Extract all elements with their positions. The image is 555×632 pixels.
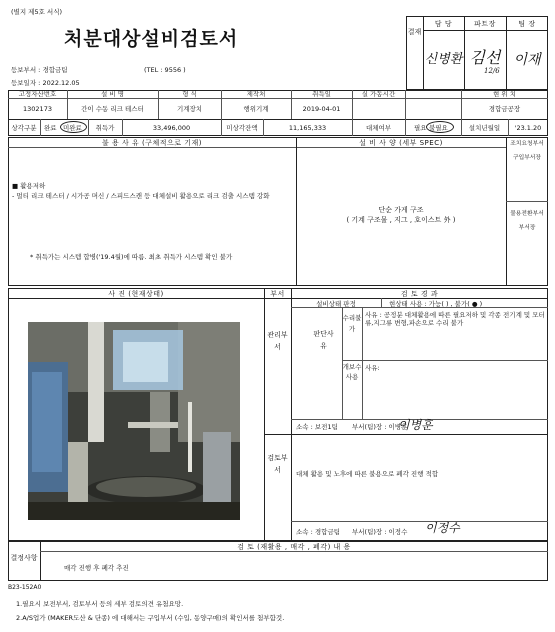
spec-line-1: 단순 가게 구조 xyxy=(378,206,424,214)
footer-code: B23-152A0 xyxy=(8,584,42,591)
reason-header: 불 용 사 유 (구체적으로 기재) xyxy=(102,139,202,147)
acquisition-value: 33,496,000 xyxy=(152,124,191,132)
purchasing-lead-label: 구입부서장 xyxy=(513,155,541,161)
repair-reason-text: 사유 : 공정분 대체활용에 따른 필요저하 및 각종 전기계 및 모터류,지그류 변형,파손으로 수리 불가 xyxy=(365,311,545,328)
asset-header-name: 설 비 명 xyxy=(101,90,124,98)
review-signature: 이정수 xyxy=(425,521,460,535)
staff-signature: 신병환 xyxy=(424,52,463,67)
requester-dept: 등보부서 : 경합금팀 xyxy=(11,66,68,74)
reason-bullet-detail: - 멀티 리크 테스터 / 시가공 머신 / 스피드스캔 등 대체설비 활용으로 리크 검출 시스템 강화 xyxy=(12,192,270,200)
requester-tel: (TEL : 9556 ) xyxy=(144,66,186,74)
depreciation-label: 상각구분 xyxy=(11,124,37,132)
mgmt-leader: 부서(팀)장 : 이병훈 xyxy=(352,423,408,431)
repair-impossible-label: 수리불가 xyxy=(342,314,362,333)
spec-header: 설 비 사 양 (세부 SPEC) xyxy=(359,139,443,147)
asset-location-value: 경합금공장 xyxy=(488,105,521,113)
equipment-photo xyxy=(28,322,240,520)
transfer-dept-label: 물용전환부서 xyxy=(510,211,544,217)
status-label: 설비상태 판정 xyxy=(316,300,356,308)
review-dept-label: 검토부서 xyxy=(267,454,288,474)
approval-header-staff: 담 당 xyxy=(434,20,453,28)
review-leader: 부서(팀)장 : 이정수 xyxy=(352,528,408,536)
asset-header-type: 형 식 xyxy=(182,90,197,98)
photo-header: 사 진 (현재상태) xyxy=(108,290,164,298)
review-text: 대체 활용 및 노후에 따른 불용으로 폐각 진행 적합 xyxy=(296,470,439,478)
partlead-signature: 김선 xyxy=(469,48,501,67)
asset-header-runtime: 실 가동시간 xyxy=(361,90,396,98)
requester-date: 등보일자 : 2022.12.05 xyxy=(11,79,80,87)
remaining-label: 미상각잔액 xyxy=(226,124,258,132)
asset-acquired-value: 2019-04-01 xyxy=(302,105,341,113)
asset-header-maker: 제작처 xyxy=(246,90,266,98)
asset-maker-value: 행위기계 xyxy=(243,105,269,113)
status-line: 현상태 사용 : 가능( ) , 불가( ● ) xyxy=(389,300,483,308)
reason-bullet-title: ■ 활용저하 xyxy=(12,182,46,190)
teamlead-signature: 이재 xyxy=(513,52,541,68)
partlead-signature-date: 12/6 xyxy=(484,67,500,75)
asset-header-acquired: 취득일 xyxy=(312,90,331,98)
asset-header-location: 현 위 치 xyxy=(493,90,516,98)
asset-type-value: 기계장치 xyxy=(176,105,203,113)
spec-line-2: ( 기계 구조물 , 지그 , 호이스트 外 ) xyxy=(346,216,456,224)
mgmt-signature: 이병훈 xyxy=(398,418,433,432)
asset-no-value: 1302173 xyxy=(23,105,52,113)
transfer-option-not-needed: 불필요 xyxy=(429,124,448,132)
asset-header-asset-no: 고정자산번호 xyxy=(18,90,57,98)
asset-name-value: 간이 수동 리크 테스터 xyxy=(81,105,144,113)
install-date-value: '23.1.20 xyxy=(514,124,542,132)
decision-header: 검 토 (재활용 , 매각 , 폐각) 내 용 xyxy=(237,543,351,551)
judgment-label: 판단사유 xyxy=(313,330,334,350)
transfer-lead-label: 부서장 xyxy=(518,225,536,231)
decision-content: 매각 진행 후 폐각 추진 xyxy=(64,564,129,572)
approval-header-teamlead: 팀 장 xyxy=(518,20,536,28)
document-title: 처분대상설비검토서 xyxy=(64,28,239,50)
acquisition-label: 취득가 xyxy=(95,124,115,132)
reason-footnote: * 취득가는 시스템 합병('19.4월)에 따름. 최초 취득가 시스템 확인 불가 xyxy=(30,253,233,261)
request-dept-label: 조치요청부서 xyxy=(510,141,544,147)
approval-section-label: 결재 xyxy=(407,28,422,36)
transfer-option-needed: 필요 xyxy=(414,124,427,132)
management-dept-label: 관리부서 xyxy=(267,331,288,351)
mgmt-affiliation: 소속 : 보전1팀 xyxy=(296,423,338,431)
transfer-label: 대체여부 xyxy=(365,124,392,132)
remaining-value: 11,165,333 xyxy=(288,124,327,132)
depreciation-option-complete: 완료 xyxy=(44,124,57,132)
install-date-label: 설치년월일 xyxy=(468,124,501,132)
depreciation-option-incomplete: 미완료 xyxy=(63,124,82,132)
form-number: (별지 제5호 서식) xyxy=(11,8,63,16)
footer-note-2: 2.A/S업가 (MAKER도산 & 단종) 에 대해서는 구입부서 (수입, 동양구매)의 확인서를 첨부함것. xyxy=(16,614,285,622)
review-affiliation: 소속 : 경합금팀 xyxy=(296,528,340,536)
footer-note-1: 1.필요시 보전부서, 검토부서 등의 세부 검토의견 유첨요망. xyxy=(16,600,184,608)
approval-header-partlead: 파트장 xyxy=(474,20,496,28)
reuse-label: 개보수사용 xyxy=(342,363,362,381)
dept-column-header: 부서 xyxy=(270,290,285,298)
decision-label: 결정사항 xyxy=(10,554,38,562)
reuse-reason-text: 사유: xyxy=(365,364,380,372)
review-header: 검 토 경 과 xyxy=(400,290,439,298)
